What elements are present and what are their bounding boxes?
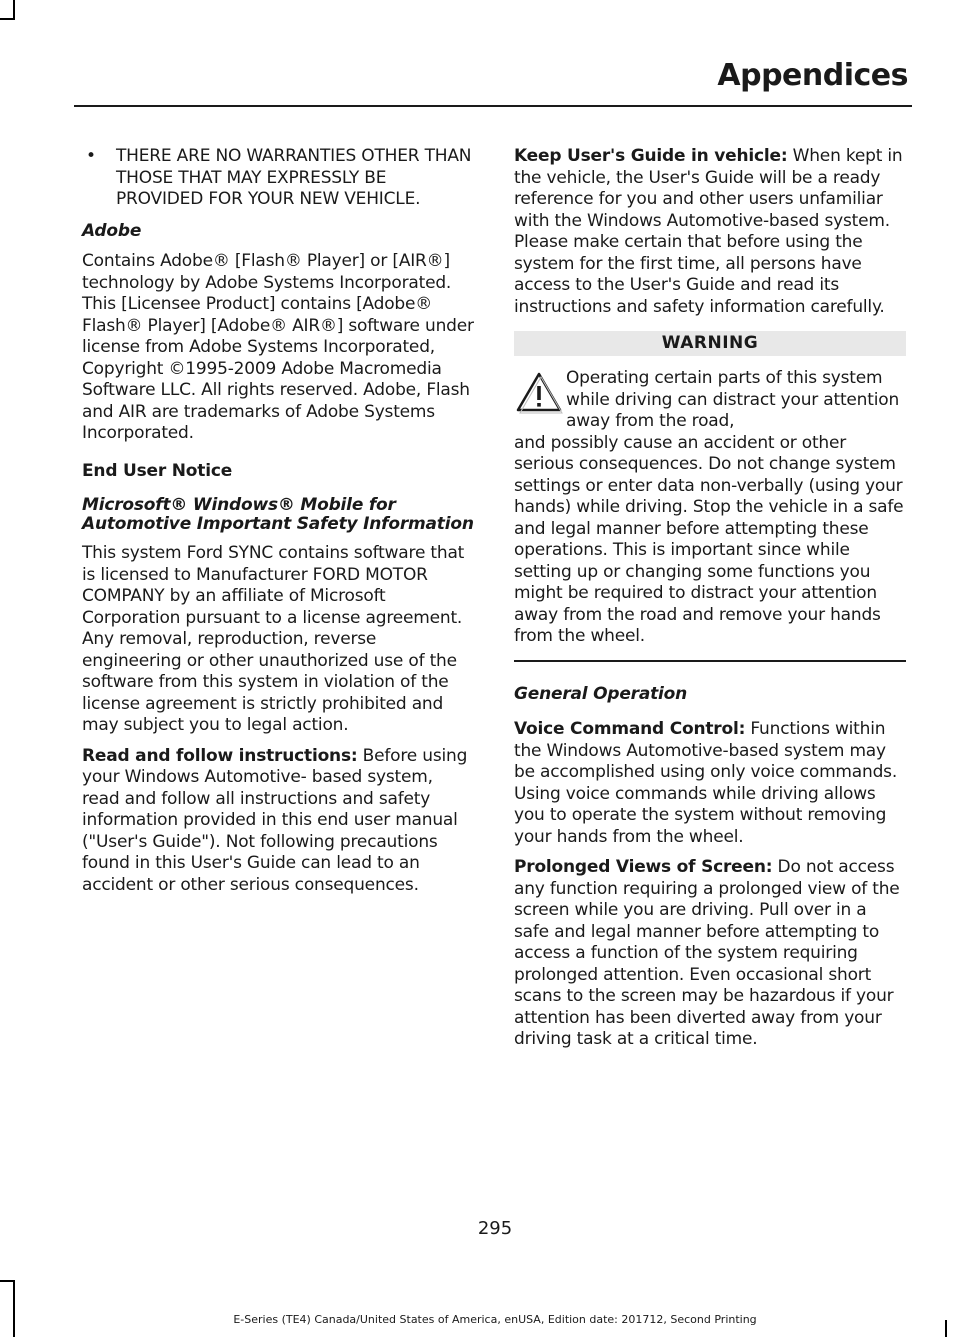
crop-mark-top-left-h [0, 18, 15, 20]
microsoft-heading: Microsoft® Windows® Mobile for Automotive Important Safety Information [82, 495, 474, 534]
warning-first-lines: Operating certain parts of this system while driving can distract your attention away from the road, [566, 368, 900, 431]
left-column [82, 146, 474, 905]
keep-guide-lead: Keep User's Guide in vehicle: [514, 146, 788, 166]
read-instructions-lead: Read and follow instructions: [82, 745, 358, 766]
read-instructions-paragraph [82, 746, 474, 897]
header-rule [74, 105, 912, 107]
read-instructions-text: Before using your Windows Automotive- based system, read and follow all instructions and safety information provided in this end user manual ("User's Guide"). Not following precautions found in this User's Guide can lead to an accident or other serious consequences. [82, 745, 468, 895]
keep-guide-paragraph [514, 146, 906, 318]
voice-command-paragraph [514, 719, 906, 848]
warning-body [514, 368, 906, 648]
footer-edition: E-Series (TE4) Canada/United States of America, enUSA, Edition date: 201712, Second Printing [233, 1313, 757, 1326]
warning-triangle-icon [514, 370, 564, 416]
crop-mark-bottom-left-v [13, 1280, 15, 1337]
crop-mark-top-left-v [13, 0, 15, 20]
prolonged-views-lead: Prolonged Views of Screen: [514, 857, 773, 877]
adobe-paragraph: Contains Adobe® [Flash® Player] or [AIR®] technology by Adobe Systems Incorporated. This [Licensee Product] contains [Adobe® Flash® Player] [Adobe® AIR®] software under license from Adobe Systems Incorporated, Copyright ©1995-2009 Adobe Macromedia Software LLC. All rights reserved. Adobe, Flash and AIR are trademarks of Adobe Systems Incorporated. [82, 251, 474, 443]
warning-rest: and possibly cause an accident or other serious consequences. Do not change system settings or enter data non-verbally (using your hands) while driving. Stop the vehicle in a safe and legal manner before attempting these operations. This is important since while setting up or changing some functions you might be required to distract your attention away from the road and remove your hands from the wheel. [514, 432, 904, 646]
adobe-heading: Adobe [82, 220, 142, 241]
warranty-bullet-text: THERE ARE NO WARRANTIES OTHER THAN THOSE THAT MAY EXPRESSLY BE PROVIDED FOR YOUR NEW VEHICLE. [116, 146, 472, 209]
end-user-notice-heading: End User Notice [82, 460, 233, 481]
list-item [82, 146, 474, 211]
warning-rule [514, 660, 906, 662]
right-column [514, 146, 906, 1060]
bullet-mark: • [86, 146, 96, 166]
voice-command-lead: Voice Command Control: [514, 719, 746, 739]
crop-mark-bottom-left-h [0, 1280, 15, 1282]
page-title: Appendices [717, 58, 908, 93]
warning-title: WARNING [514, 331, 906, 356]
prolonged-views-paragraph [514, 857, 906, 1051]
prolonged-views-text: Do not access any function requiring a prolonged view of the screen while you are driving. Pull over in a safe and legal manner before attempting to access a function of the system requiring prolonged attention. Even occasional short scans to the screen may be hazardous if your attention has been diverted away from your driving task at a critical time. [514, 857, 900, 1049]
general-operation-heading: General Operation [514, 683, 688, 704]
keep-guide-text: When kept in the vehicle, the User's Guide will be a ready reference for you and other users unfamiliar with the Windows Automotive-based system. Please make certain that before using the system for the first time, all persons have access to the User's Guide and read its instructions and safety information carefully. [514, 146, 903, 317]
microsoft-paragraph: This system Ford SYNC contains software that is licensed to Manufacturer FORD MOTOR COMPANY by an affiliate of Microsoft Corporation pursuant to a license agreement. Any removal, reproduction, reverse engineering or other unauthorized use of the software from this system in violation of the license agreement is strictly prohibited and may subject you to legal action. [82, 543, 465, 735]
page-number: 295 [477, 1218, 513, 1239]
voice-command-text: Functions within the Windows Automotive-based system may be accomplished using only voice commands. Using voice commands while driving allows you to operate the system without removing your hands from the wheel. [514, 719, 898, 847]
